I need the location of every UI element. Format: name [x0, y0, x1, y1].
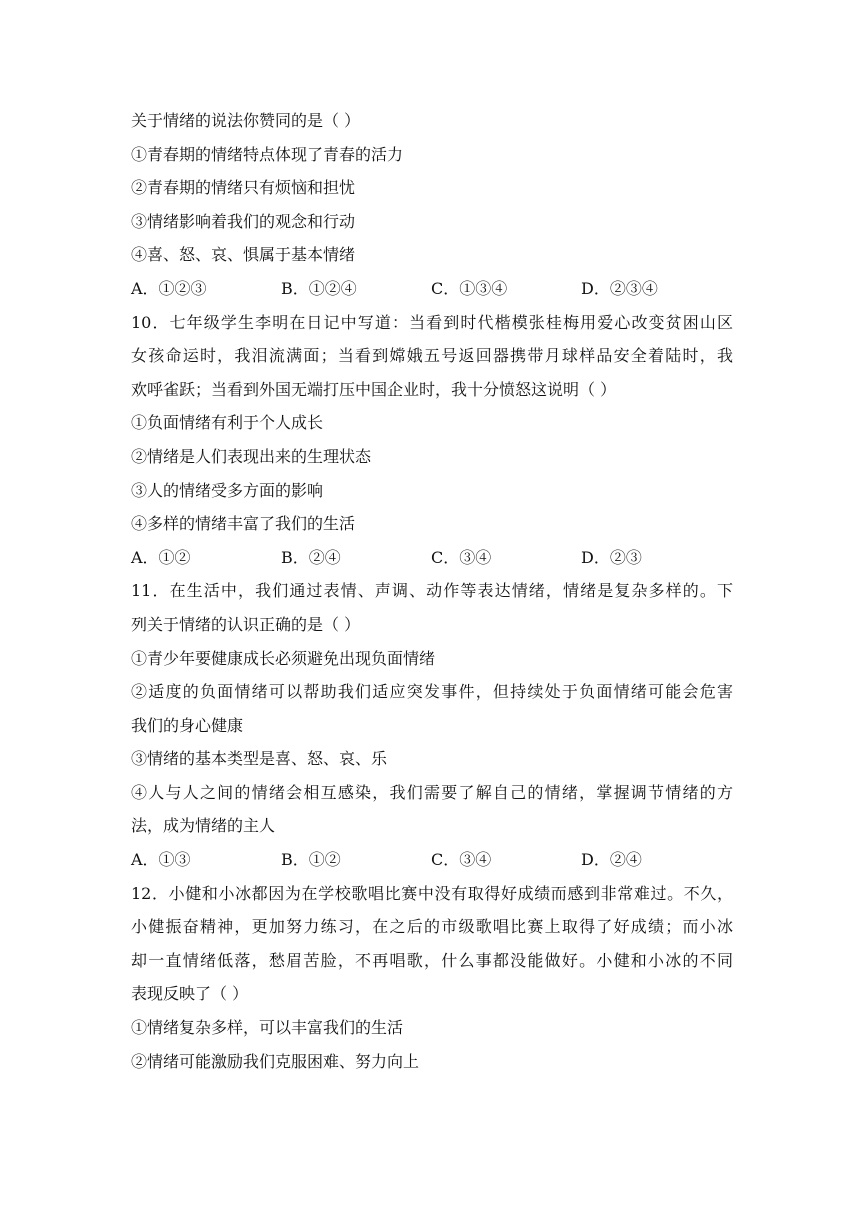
q10-stem-line-1: 10．七年级学生李明在日记中写道：当看到时代楷模张桂梅用爱心改变贫困山区: [131, 312, 733, 332]
q11-stem-line-1: 11．在生活中，我们通过表情、声调、动作等表达情绪，情绪是复杂多样的。下: [131, 581, 733, 601]
q12-item-2: ②情绪可能激励我们克服困难、努力向上: [131, 1051, 420, 1071]
q9-option-b: B．①②④: [281, 278, 357, 298]
q11-item-1: ①青少年要健康成长必须避免出现负面情绪: [131, 648, 436, 668]
q10-option-b: B．②④: [281, 547, 341, 567]
q10-option-d: D．②③: [581, 547, 642, 567]
q11-option-c: C．③④: [431, 850, 492, 870]
q10-options: [131, 541, 733, 575]
q12-stem-line-4: 表现反映了（ ）: [131, 984, 249, 1004]
q9-item-2: ②青春期的情绪只有烦恼和担忧: [131, 178, 356, 198]
q11-item-4-line-1: ④人与人之间的情绪会相互感染，我们需要了解自己的情绪，掌握调节情绪的方: [131, 782, 733, 802]
q11-item-4-line-2: 法，成为情绪的主人: [131, 816, 276, 836]
exam-page: [131, 104, 733, 1078]
q9-option-d: D．②③④: [581, 278, 658, 298]
q12-item-1: ①情绪复杂多样，可以丰富我们的生活: [131, 1018, 404, 1038]
q11-item-2-line-1: ②适度的负面情绪可以帮助我们适应突发事件，但持续处于负面情绪可能会危害: [131, 682, 733, 702]
q11-option-a: A．①③: [131, 850, 191, 870]
q10-item-4: ④多样的情绪丰富了我们的生活: [131, 514, 356, 534]
q9-item-3: ③情绪影响着我们的观念和行动: [131, 211, 356, 231]
q9-item-4: ④喜、怒、哀、惧属于基本情绪: [131, 245, 356, 265]
q9-item-1: ①青春期的情绪特点体现了青春的活力: [131, 144, 404, 164]
q11-option-b: B．①②: [281, 850, 341, 870]
q10-stem-line-2: 女孩命运时，我泪流满面；当看到嫦娥五号返回器携带月球样品安全着陆时，我: [131, 346, 733, 366]
q11-item-2-line-2: 我们的身心健康: [131, 715, 244, 735]
q10-option-c: C．③④: [431, 547, 492, 567]
q12-stem-line-3: 却一直情绪低落，愁眉苦脸，不再唱歌，什么事都没能做好。小健和小冰的不同: [131, 950, 733, 970]
q10-item-3: ③人的情绪受多方面的影响: [131, 480, 324, 500]
q9-option-a: A．①②③: [131, 278, 207, 298]
q11-options: [131, 843, 733, 877]
q10-option-a: A．①②: [131, 547, 191, 567]
q10-item-1: ①负面情绪有利于个人成长: [131, 413, 324, 433]
q11-stem-line-2: 列关于情绪的认识正确的是（ ）: [131, 614, 361, 634]
q12-stem-line-1: 12．小健和小冰都因为在学校歌唱比赛中没有取得好成绩而感到非常难过。不久，: [131, 883, 733, 903]
q9-option-c: C．①③④: [431, 278, 508, 298]
q10-item-2: ②情绪是人们表现出来的生理状态: [131, 446, 372, 466]
q12-stem-line-2: 小健振奋精神，更加努力练习，在之后的市级歌唱比赛上取得了好成绩；而小冰: [131, 917, 733, 937]
q9-stem: 关于情绪的说法你赞同的是（ ）: [131, 111, 361, 130]
q11-item-3: ③情绪的基本类型是喜、怒、哀、乐: [131, 749, 388, 769]
q10-stem-line-3: 欢呼雀跃；当看到外国无端打压中国企业时，我十分愤怒这说明（ ）: [131, 379, 617, 399]
q9-options: [131, 272, 733, 306]
q11-option-d: D．②④: [581, 850, 642, 870]
